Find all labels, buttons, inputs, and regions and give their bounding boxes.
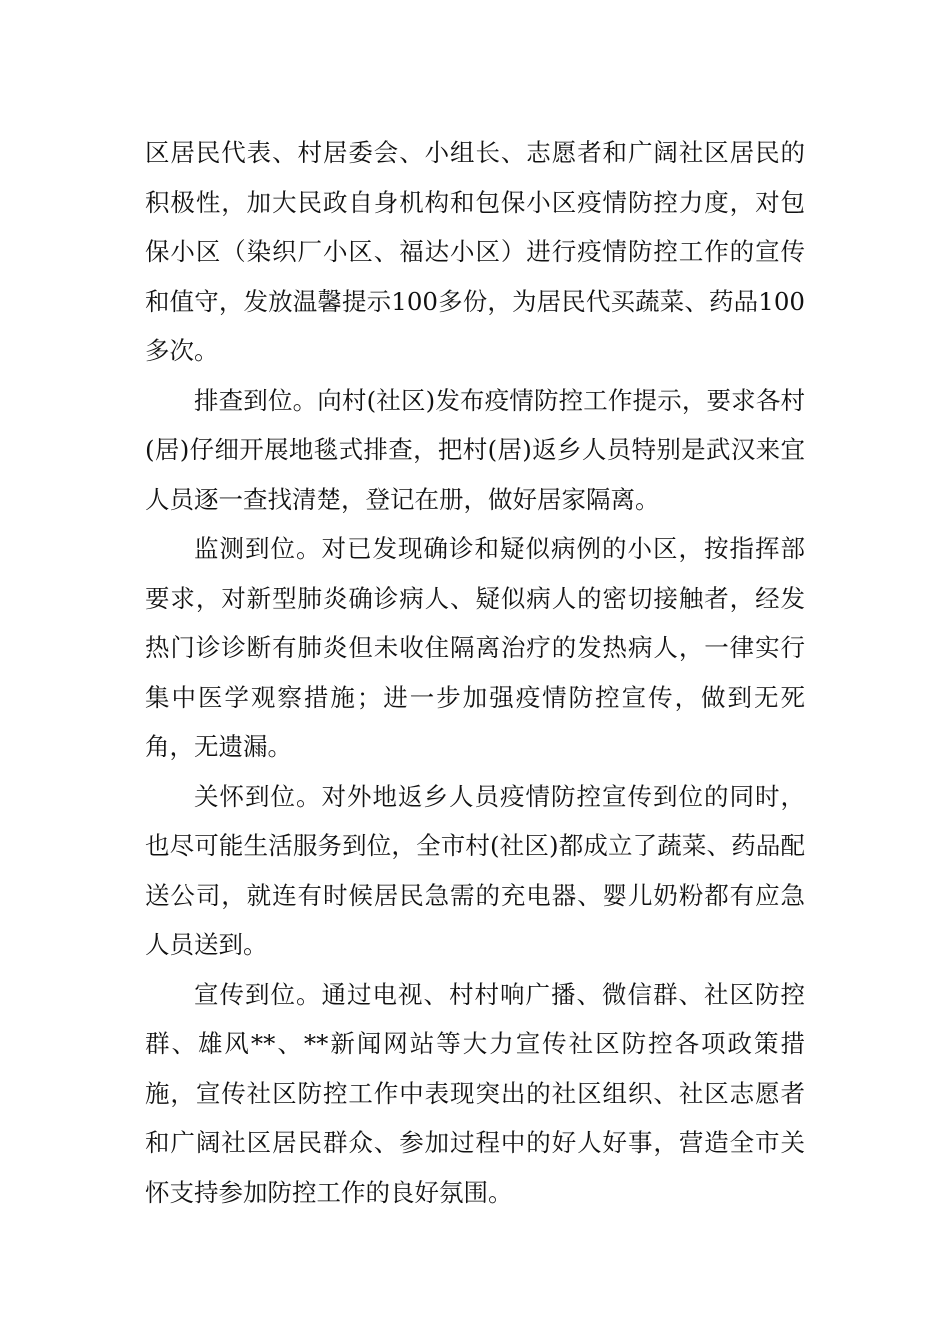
document-body [145,128,805,1217]
paragraph-care: 关怀到位。对外地返乡人员疫情防控宣传到位的同时，也尽可能生活服务到位，全市村(社区)都成立了蔬菜、药品配送公司，就连有时候居民急需的充电器、婴儿奶粉都有应急人员送到。 [145,781,805,959]
paragraph-monitoring: 监测到位。对已发现确诊和疑似病例的小区，按指挥部要求，对新型肺炎确诊病人、疑似病人的密切接触者，经发热门诊诊断有肺炎但未收住隔离治疗的发热病人，一律实行集中医学观察措施；进一步加强疫情防控宣传，做到无死角，无遗漏。 [145,534,805,761]
paragraph-publicity: 宣传到位。通过电视、村村响广播、微信群、社区防控群、雄风**、**新闻网站等大力宣传社区防控各项政策措施，宣传社区防控工作中表现突出的社区组织、社区志愿者和广阔社区居民群众、参加过程中的好人好事，营造全市关怀支持参加防控工作的良好氛围。 [145,979,805,1207]
paragraph-continuation: 区居民代表、村居委会、小组长、志愿者和广阔社区居民的积极性，加大民政自身机构和包保小区疫情防控力度，对包保小区（染织厂小区、福达小区）进行疫情防控工作的宣传和值守，发放温馨提示100多份，为居民代买蔬菜、药品100多次。 [145,138,805,365]
paragraph-screening: 排查到位。向村(社区)发布疫情防控工作提示，要求各村(居)仔细开展地毯式排查，把村(居)返乡人员特别是武汉来宜人员逐一查找清楚，登记在册，做好居家隔离。 [145,385,805,514]
